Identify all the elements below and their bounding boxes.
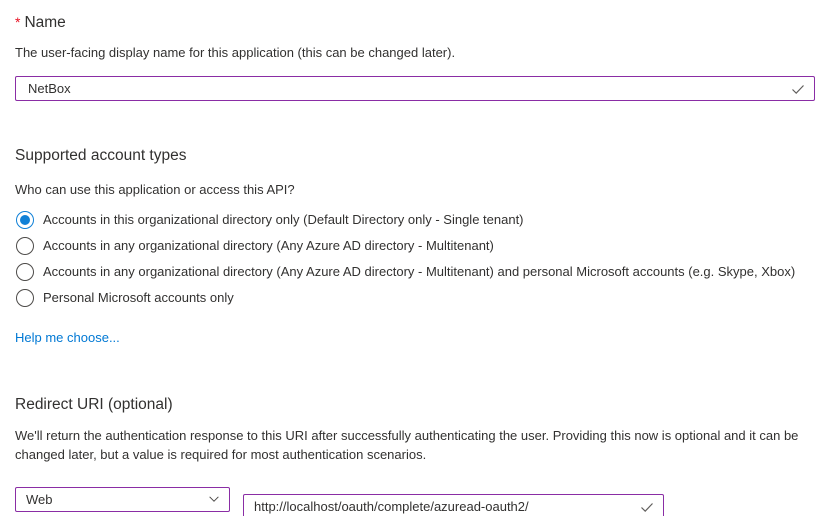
name-input[interactable] [16,77,790,100]
platform-select[interactable] [15,487,230,512]
chevron-down-icon [207,492,221,506]
radio-option-personal-only[interactable] [15,285,815,311]
radio-option-label: Accounts in any organizational directory (Any Azure AD directory - Multitenant) [43,238,494,253]
redirect-uri-input[interactable] [244,495,639,516]
radio-button-icon[interactable] [16,211,34,229]
redirect-uri-field-container [243,494,664,516]
required-asterisk: * [15,14,21,30]
redirect-uri-row [15,479,815,516]
name-section-title [15,12,815,33]
name-title-text: Name [24,14,66,31]
redirect-uri-title: Redirect URI (optional) [15,396,173,413]
platform-select-value: Web [26,491,53,507]
radio-button-icon[interactable] [16,263,34,281]
checkmark-icon [790,81,806,97]
radio-button-icon[interactable] [16,289,34,307]
name-field-container [15,76,815,101]
account-types-title: Supported account types [15,147,187,164]
account-types-question: Who can use this application or access this API? [15,182,295,197]
radio-option-multitenant-personal[interactable] [15,259,815,285]
name-description: The user-facing display name for this application (this can be changed later). [15,45,456,60]
radio-option-multitenant[interactable] [15,233,815,259]
radio-option-label: Accounts in this organizational directory only (Default Directory only - Single tenant) [43,212,524,227]
account-types-radio-group [15,207,815,311]
checkmark-icon [639,499,655,515]
help-me-choose-link[interactable]: Help me choose... [15,330,120,345]
radio-option-label: Personal Microsoft accounts only [43,290,234,305]
radio-button-icon[interactable] [16,237,34,255]
radio-option-label: Accounts in any organizational directory (Any Azure AD directory - Multitenant) and personal Microsoft accounts (e.g. Skype, Xbox) [43,264,796,279]
radio-option-single-tenant[interactable] [15,207,815,233]
redirect-uri-description: We'll return the authentication response to this URI after successfully authenticating the user. Providing this now is optional and it can be changed later, but a value is required for most authentication scenarios. [15,428,799,462]
